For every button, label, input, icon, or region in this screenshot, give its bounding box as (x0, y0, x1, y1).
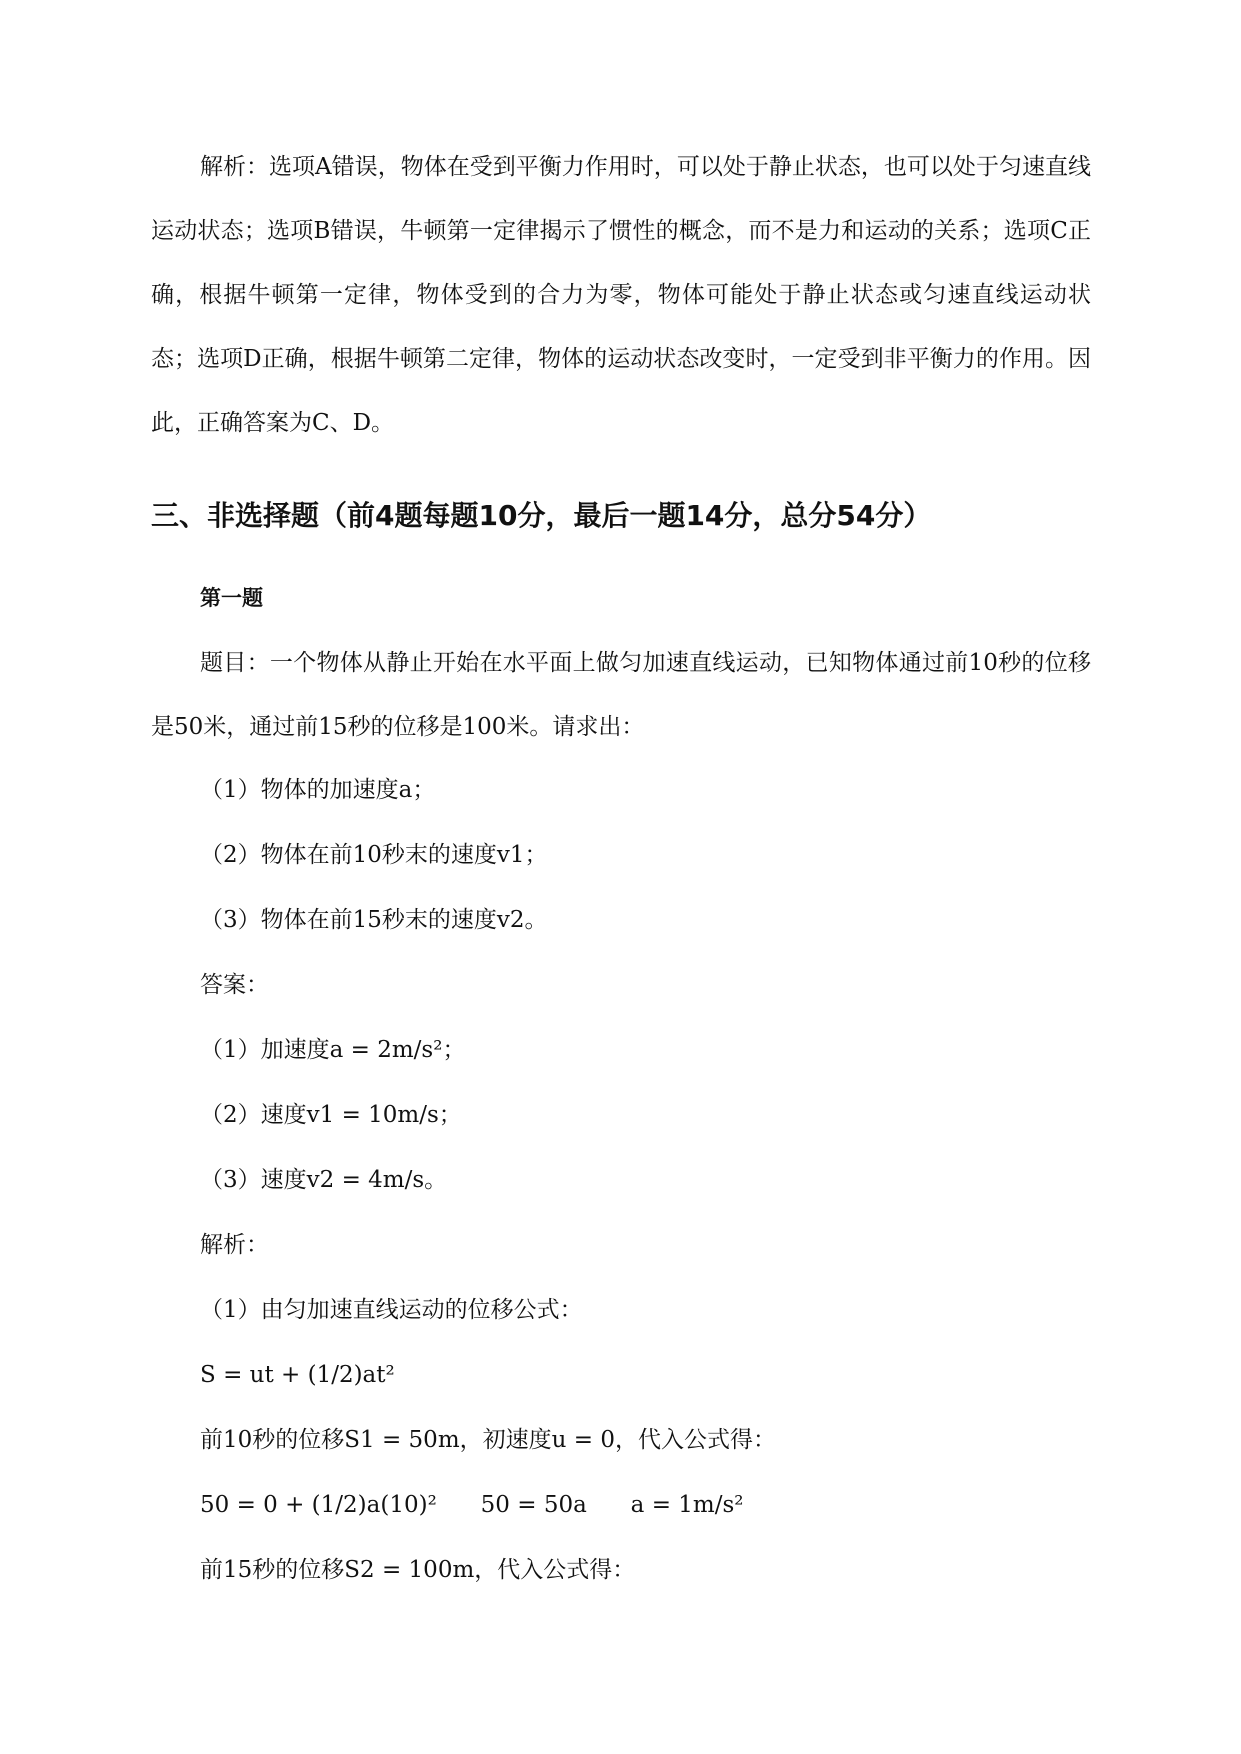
answer-3: （3）速度v2 = 4m/s。 (200, 1167, 448, 1193)
analysis-line-5: 前15秒的位移S2 = 100m，代入公式得： (200, 1557, 636, 1583)
formula-line: S = ut + (1/2)at² (200, 1362, 395, 1388)
question-ask-2: （2）物体在前10秒末的速度v1； (200, 842, 548, 868)
calculation-line: 50 = 0 + (1/2)a(10)² 50 = 50a a = 1m/s² (200, 1492, 744, 1518)
analysis-line-3: 前10秒的位移S1 = 50m，初速度u = 0，代入公式得： (200, 1427, 776, 1453)
question-title: 第一题 (200, 586, 263, 610)
question-problem: 题目：一个物体从静止开始在水平面上做匀加速直线运动，已知物体通过前10秒的位移是50米，通过前15秒的位移是100米。请求出： (151, 650, 1091, 740)
question-ask-3: （3）物体在前15秒末的速度v2。 (200, 907, 548, 933)
answer-2: （2）速度v1 = 10m/s； (200, 1102, 462, 1128)
analysis-paragraph: 解析：选项A错误，物体在受到平衡力作用时，可以处于静止状态，也可以处于匀速直线运动状态；选项B错误，牛顿第一定律揭示了惯性的概念，而不是力和运动的关系；选项C正确，根据牛顿第一定律，物体受到的合力为零，物体可能处于静止状态或匀速直线运动状态；选项D正确，根据牛顿第二定律，物体的运动状态改变时，一定受到非平衡力的作用。因此，正确答案为C、D。 (151, 154, 1091, 436)
answer-label: 答案： (200, 972, 269, 998)
question-ask-1: （1）物体的加速度a； (200, 777, 436, 803)
section-heading: 三、非选择题（前4题每题10分，最后一题14分，总分54分） (151, 499, 932, 532)
answer-1: （1）加速度a = 2m/s²； (200, 1037, 466, 1063)
analysis-label: 解析： (200, 1232, 269, 1258)
analysis-line-1: （1）由匀加速直线运动的位移公式： (200, 1297, 583, 1323)
